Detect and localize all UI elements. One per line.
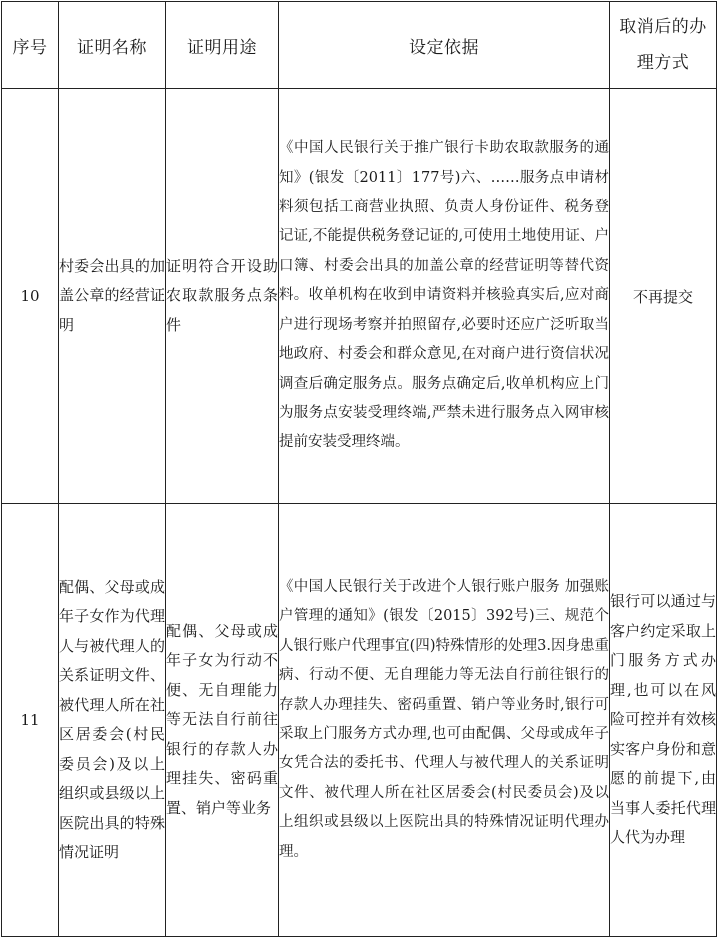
row-seq: 11 (2, 504, 59, 937)
row-after-method: 银行可以通过与客户约定采取上门服务方式办理,也可以在风险可控并有效核实客户身份和意愿的前提下,由当事人委托代理人代为办理 (610, 504, 717, 937)
header-name: 证明名称 (59, 2, 166, 89)
header-use: 证明用途 (166, 2, 279, 89)
row-certificate-use: 证明符合开设助农取款服务点条件 (166, 89, 279, 504)
table-row (2, 504, 717, 937)
table-header-row (2, 2, 717, 89)
row-certificate-name: 配偶、父母或成年子女作为代理人与被代理人的关系证明文件、被代理人所在社区居委会(村民委员会)及以上组织或县级以上医院出具的特殊情况证明 (59, 504, 166, 937)
header-after: 取消后的办理方式 (610, 2, 717, 89)
certificate-table (1, 1, 717, 937)
row-legal-basis: 《中国人民银行关于改进个人银行账户服务 加强账户管理的通知》(银发〔2015〕392号)三、规范个人银行账户代理事宜(四)特殊情形的处理3.因身患重病、行动不便、无自理能力等无法自行前往银行的存款人办理挂失、密码重置、销户等业务时,银行可采取上门服务方式办理,也可由配偶、父母或成年子女凭合法的委托书、代理人与被代理人的关系证明文件、被代理人所在社区居委会(村民委员会)及以上组织或县级以上医院出具的特殊情况证明代理办理。 (279, 504, 610, 937)
table-row (2, 89, 717, 504)
row-legal-basis: 《中国人民银行关于推广银行卡助农取款服务的通知》(银发〔2011〕177号)六、……服务点申请材料须包括工商营业执照、负责人身份证件、税务登记证,不能提供税务登记证的,可使用土地使用证、户口簿、村委会出具的加盖公章的经营证明等替代资料。收单机构在收到申请资料并核验真实后,应对商户进行现场考察并拍照留存,必要时还应广泛听取当地政府、村委会和群众意见,在对商户进行资信状况调查后确定服务点。服务点确定后,收单机构应上门为服务点安装受理终端,严禁未进行服务点入网审核提前安装受理终端。 (279, 89, 610, 504)
header-seq: 序号 (2, 2, 59, 89)
row-certificate-name: 村委会出具的加盖公章的经营证明 (59, 89, 166, 504)
row-seq: 10 (2, 89, 59, 504)
row-after-method: 不再提交 (610, 89, 717, 504)
row-certificate-use: 配偶、父母或成年子女为行动不便、无自理能力等无法自行前往银行的存款人办理挂失、密码重置、销户等业务 (166, 504, 279, 937)
header-basis: 设定依据 (279, 2, 610, 89)
